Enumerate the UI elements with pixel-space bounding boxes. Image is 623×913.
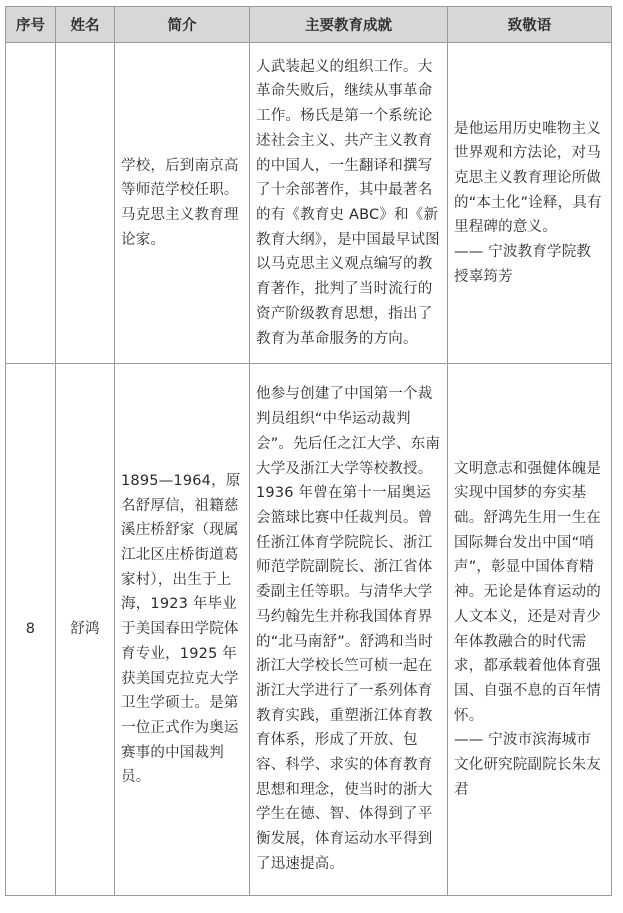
cell-intro <box>115 43 250 364</box>
achievement-text: 人武装起义的组织工作。大革命失败后，继续从事革命工作。杨氏是第一个系统论述社会主义、共产主义教育的中国人，一生翻译和撰写了十余部著作，其中最著名的有《教育史 ABC》和《新教育大纲》，是中国最早试图以马克思主义观点编写的教育著作，批判了当时流行的资产阶级教育思想，指出了教育为革命服务的方向。 <box>256 58 440 347</box>
cell-achievement <box>250 43 448 364</box>
cell-number <box>6 43 56 364</box>
header-achievement: 主要教育成就 <box>250 7 448 43</box>
tribute-author: —— 宁波市滨海城市文化研究院副院长朱友君 <box>454 732 601 798</box>
cell-tribute <box>448 43 612 364</box>
cell-name <box>56 43 115 364</box>
cell-achievement <box>250 364 448 896</box>
intro-text: 学校，后到南京高等师范学校任职。马克思主义教育理论家。 <box>121 157 239 248</box>
education-figures-table <box>5 6 612 896</box>
cell-name: 舒鸿 <box>56 364 115 896</box>
table-row <box>6 43 612 364</box>
header-number: 序号 <box>6 7 56 43</box>
header-tribute: 致敬语 <box>448 7 612 43</box>
tribute-text: 是他运用历史唯物主义世界观和方法论，对马克思主义教育理论所做的“本土化”诠释，具有里程碑的意义。 <box>454 120 602 236</box>
achievement-text: 他参与创建了中国第一个裁判员组织“中华运动裁判会”。先后任之江大学、东南大学及浙江大学等校教授。1936 年曾在第十一届奥运会篮球比赛中任裁判员。曾任浙江体育学院院长、浙江师范学院副院长、浙江省体委副主任等职。与清华大学马约翰先生并称我国体育界的“北马南舒”。舒鸿和当时浙江大学校长竺可桢一起在浙江大学进行了一系列体育教育实践，重塑浙江体育教育体系，形成了开放、包容、科学、求实的体育教育思想和理念，使当时的浙大学生在德、智、体得到了平衡发展，体育运动水平得到了迅速提高。 <box>256 386 441 872</box>
cell-intro <box>115 364 250 896</box>
table-row <box>6 364 612 896</box>
tribute-text: 文明意志和强健体魄是实现中国梦的夯实基础。舒鸿先生用一生在国际舞台发出中国“哨声”，彰显中国体育精神。无论是体育运动的人文本义，还是对青少年体教融合的时代需求，都承载着他体育强国、自强不息的百年情怀。 <box>454 460 601 724</box>
intro-text: 1895—1964，原名舒厚信，祖籍慈溪庄桥舒家（现属江北区庄桥街道葛家村），出生于上海，1923 年毕业于美国春田学院体育专业，1925 年获美国克拉克大学卫生学硕士。是第一位正式作为奥运赛事的中国裁判员。 <box>121 472 241 786</box>
header-row <box>6 7 612 43</box>
cell-tribute <box>448 364 612 896</box>
header-intro: 简介 <box>115 7 250 43</box>
tribute-author: —— 宁波教育学院教授辜筠芳 <box>454 244 592 285</box>
header-name: 姓名 <box>56 7 115 43</box>
cell-number: 8 <box>6 364 56 896</box>
